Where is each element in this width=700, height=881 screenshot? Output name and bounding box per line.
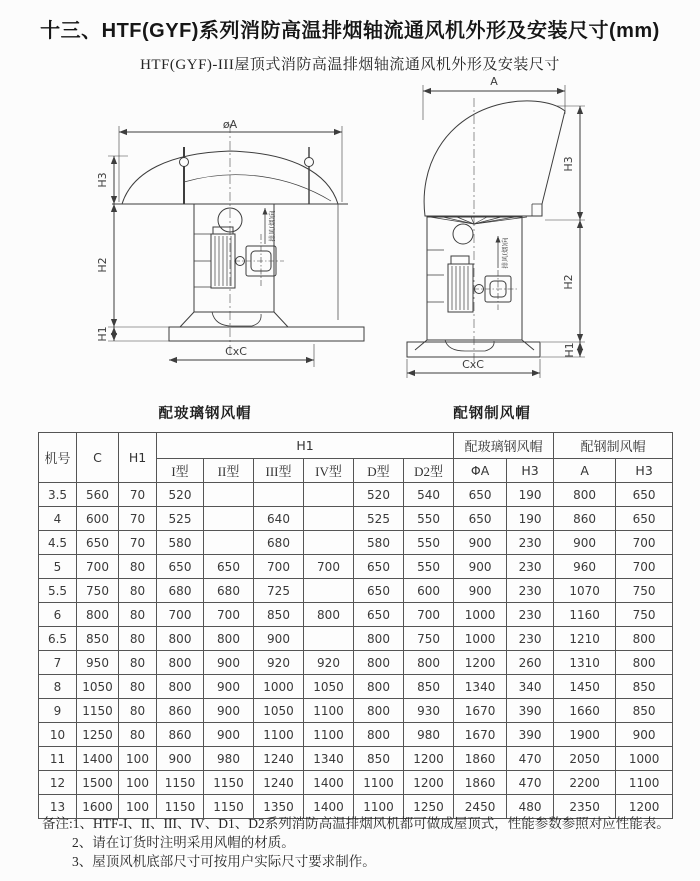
table-cell: 650 xyxy=(616,507,673,531)
table-cell: 2050 xyxy=(554,747,616,771)
table-cell: 390 xyxy=(507,699,554,723)
table-cell: 800 xyxy=(354,699,404,723)
dim-label-cxc: CxC xyxy=(462,358,484,371)
table-row xyxy=(39,747,673,771)
table-cell: 1160 xyxy=(554,603,616,627)
table-cell: 900 xyxy=(204,699,254,723)
table-cell: 10 xyxy=(39,723,77,747)
dim-label-h2: H2 xyxy=(96,257,109,273)
table-cell: 560 xyxy=(77,483,119,507)
table-cell: 900 xyxy=(157,747,204,771)
table-cell: 230 xyxy=(507,627,554,651)
dim-label-phiA: øA xyxy=(222,118,238,131)
column-header: H1 xyxy=(119,433,157,483)
table-cell: 750 xyxy=(77,579,119,603)
table-cell: 190 xyxy=(507,483,554,507)
table-cell: 525 xyxy=(354,507,404,531)
dim-label-h3: H3 xyxy=(96,172,109,188)
table-cell: 600 xyxy=(404,579,454,603)
table-cell: 950 xyxy=(77,651,119,675)
table-cell: 470 xyxy=(507,747,554,771)
table-cell: 12 xyxy=(39,771,77,795)
table-cell: 13 xyxy=(39,795,77,819)
table-cell: 700 xyxy=(77,555,119,579)
table-cell: 4 xyxy=(39,507,77,531)
table-cell: 230 xyxy=(507,579,554,603)
table-cell: 100 xyxy=(119,771,157,795)
table-cell: 1100 xyxy=(354,771,404,795)
table-cell: 1200 xyxy=(454,651,507,675)
table-cell: 1340 xyxy=(454,675,507,699)
table-cell: 1400 xyxy=(304,771,354,795)
steel-hood-fan-drawing xyxy=(385,70,685,388)
column-header: III型 xyxy=(254,459,304,483)
table-cell: 800 xyxy=(204,627,254,651)
table-cell: 1100 xyxy=(254,723,304,747)
table-cell: 1670 xyxy=(454,699,507,723)
table-cell: 80 xyxy=(119,603,157,627)
table-cell: 850 xyxy=(354,747,404,771)
table-cell: 960 xyxy=(554,555,616,579)
table-cell: 6 xyxy=(39,603,77,627)
table-cell: 930 xyxy=(404,699,454,723)
table-cell: 900 xyxy=(204,651,254,675)
table-cell: 1150 xyxy=(157,795,204,819)
table-cell: 1200 xyxy=(616,795,673,819)
table-cell: 1340 xyxy=(304,747,354,771)
column-header: 配钢制风帽 xyxy=(554,433,673,459)
remark-line-2: 2、请在订货时注明采用风帽的材质。 xyxy=(72,835,295,850)
dim-label-cxc: CxC xyxy=(225,345,247,358)
table-cell: 700 xyxy=(254,555,304,579)
table-cell: 800 xyxy=(77,603,119,627)
table-cell: 1310 xyxy=(554,651,616,675)
column-header: IV型 xyxy=(304,459,354,483)
dim-label-h3: H3 xyxy=(562,156,575,172)
table-cell: 1150 xyxy=(204,795,254,819)
column-header: 机号 xyxy=(39,433,77,483)
dim-label-h1: H1 xyxy=(563,342,576,358)
table-row xyxy=(39,771,673,795)
table-cell: 680 xyxy=(204,579,254,603)
remarks xyxy=(42,814,682,871)
table-cell: 1050 xyxy=(304,675,354,699)
table-cell: 900 xyxy=(454,579,507,603)
table-cell: 800 xyxy=(616,651,673,675)
table-cell: 230 xyxy=(507,555,554,579)
table-cell: 525 xyxy=(157,507,204,531)
table-cell: 580 xyxy=(354,531,404,555)
column-header: II型 xyxy=(204,459,254,483)
column-header: D2型 xyxy=(404,459,454,483)
table-cell: 700 xyxy=(157,603,204,627)
table-cell: 540 xyxy=(404,483,454,507)
table-cell: 1250 xyxy=(404,795,454,819)
table-cell: 1210 xyxy=(554,627,616,651)
table-cell: 900 xyxy=(454,531,507,555)
table-cell: 230 xyxy=(507,531,554,555)
table-cell: 100 xyxy=(119,795,157,819)
table-cell: 6.5 xyxy=(39,627,77,651)
table-cell: 800 xyxy=(157,651,204,675)
table-cell: 920 xyxy=(304,651,354,675)
table-row xyxy=(39,579,673,603)
table-cell: 800 xyxy=(404,651,454,675)
dimensions-table xyxy=(38,432,673,819)
table-cell: 520 xyxy=(354,483,404,507)
table-cell: 5.5 xyxy=(39,579,77,603)
table-row xyxy=(39,483,673,507)
table-cell: 260 xyxy=(507,651,554,675)
table-row xyxy=(39,627,673,651)
table-cell: 600 xyxy=(77,507,119,531)
page-subtitle: HTF(GYF)-III屋顶式消防高温排烟轴流通风机外形及安装尺寸 xyxy=(140,57,560,73)
table-cell: 650 xyxy=(454,507,507,531)
table-cell: 520 xyxy=(157,483,204,507)
table-cell: 750 xyxy=(616,579,673,603)
column-header: D型 xyxy=(354,459,404,483)
table-row xyxy=(39,603,673,627)
table-cell: 1000 xyxy=(254,675,304,699)
table-cell: 100 xyxy=(119,747,157,771)
table-cell xyxy=(304,579,354,603)
dim-label-A: A xyxy=(490,75,498,88)
table-row xyxy=(39,531,673,555)
table-cell: 1000 xyxy=(616,747,673,771)
table-cell: 850 xyxy=(404,675,454,699)
table-cell: 1660 xyxy=(554,699,616,723)
table-cell: 850 xyxy=(616,675,673,699)
table-cell: 1860 xyxy=(454,771,507,795)
steel-hood-caption: 配钢制风帽 xyxy=(453,406,531,422)
table-cell: 700 xyxy=(404,603,454,627)
table-cell: 8 xyxy=(39,675,77,699)
table-cell: 1200 xyxy=(404,747,454,771)
table-cell: 11 xyxy=(39,747,77,771)
table-row xyxy=(39,651,673,675)
remark-line-3: 3、屋顶风机底部尺寸可按用户实际尺寸要求制作。 xyxy=(72,854,376,869)
table-cell: 860 xyxy=(157,699,204,723)
column-header: C xyxy=(77,433,119,483)
table-cell: 550 xyxy=(404,555,454,579)
table-cell: 650 xyxy=(77,531,119,555)
table-cell: 1150 xyxy=(204,771,254,795)
table-cell xyxy=(204,531,254,555)
table-cell: 470 xyxy=(507,771,554,795)
table-cell: 1050 xyxy=(254,699,304,723)
table-cell: 1100 xyxy=(304,699,354,723)
table-cell: 900 xyxy=(204,723,254,747)
table-cell: 2450 xyxy=(454,795,507,819)
table-cell: 1450 xyxy=(554,675,616,699)
table-cell: 1100 xyxy=(354,795,404,819)
table-cell: 1240 xyxy=(254,771,304,795)
table-cell xyxy=(254,483,304,507)
table-cell: 2350 xyxy=(554,795,616,819)
table-cell: 900 xyxy=(254,627,304,651)
table-cell: 650 xyxy=(204,555,254,579)
table-cell: 3.5 xyxy=(39,483,77,507)
table-cell: 650 xyxy=(354,579,404,603)
table-cell: 800 xyxy=(304,603,354,627)
table-cell: 850 xyxy=(616,699,673,723)
table-cell: 80 xyxy=(119,627,157,651)
table-cell: 850 xyxy=(254,603,304,627)
table-cell xyxy=(304,627,354,651)
table-cell: 650 xyxy=(354,603,404,627)
table-cell: 230 xyxy=(507,603,554,627)
dim-label-h1: H1 xyxy=(96,326,109,342)
table-cell: 70 xyxy=(119,483,157,507)
table-cell: 340 xyxy=(507,675,554,699)
table-cell: 750 xyxy=(616,603,673,627)
table-row xyxy=(39,699,673,723)
table-cell: 800 xyxy=(616,627,673,651)
table-cell: 725 xyxy=(254,579,304,603)
table-cell: 480 xyxy=(507,795,554,819)
table-cell: 650 xyxy=(454,483,507,507)
table-cell: 80 xyxy=(119,555,157,579)
table-cell: 640 xyxy=(254,507,304,531)
column-header: 配玻璃钢风帽 xyxy=(454,433,554,459)
table-cell: 80 xyxy=(119,723,157,747)
table-cell: 650 xyxy=(354,555,404,579)
table-cell xyxy=(304,507,354,531)
table-cell: 680 xyxy=(157,579,204,603)
fiberglass-hood-fan-drawing xyxy=(84,84,376,384)
table-cell: 70 xyxy=(119,507,157,531)
table-cell: 1670 xyxy=(454,723,507,747)
table-cell: 7 xyxy=(39,651,77,675)
table-cell: 1150 xyxy=(77,699,119,723)
table-cell: 800 xyxy=(554,483,616,507)
table-cell: 1070 xyxy=(554,579,616,603)
table-cell: 390 xyxy=(507,723,554,747)
table-cell: 700 xyxy=(616,531,673,555)
table-cell: 800 xyxy=(354,651,404,675)
table-cell: 550 xyxy=(404,507,454,531)
table-cell: 800 xyxy=(354,723,404,747)
table-cell: 750 xyxy=(404,627,454,651)
column-header: I型 xyxy=(157,459,204,483)
table-cell: 860 xyxy=(554,507,616,531)
table-cell: 1050 xyxy=(77,675,119,699)
column-header: A xyxy=(554,459,616,483)
table-cell: 1200 xyxy=(404,771,454,795)
table-cell: 9 xyxy=(39,699,77,723)
table-row xyxy=(39,555,673,579)
table-cell: 800 xyxy=(354,675,404,699)
table-cell: 1240 xyxy=(254,747,304,771)
table-cell: 800 xyxy=(354,627,404,651)
column-header: H3 xyxy=(507,459,554,483)
table-cell: 700 xyxy=(304,555,354,579)
table-cell: 190 xyxy=(507,507,554,531)
column-header: ΦA xyxy=(454,459,507,483)
table-cell: 550 xyxy=(404,531,454,555)
table-cell: 650 xyxy=(157,555,204,579)
page-title: 十三、HTF(GYF)系列消防高温排烟轴流通风机外形及安装尺寸(mm) xyxy=(40,20,660,42)
table-row xyxy=(39,723,673,747)
table-cell: 1400 xyxy=(304,795,354,819)
table-cell: 920 xyxy=(254,651,304,675)
table-cell: 80 xyxy=(119,699,157,723)
fiberglass-hood-caption: 配玻璃钢风帽 xyxy=(158,406,252,422)
table-cell: 1250 xyxy=(77,723,119,747)
dim-label-h2: H2 xyxy=(562,274,575,290)
table-cell: 1500 xyxy=(77,771,119,795)
table-cell: 900 xyxy=(204,675,254,699)
table-cell: 1350 xyxy=(254,795,304,819)
table-cell: 980 xyxy=(404,723,454,747)
table-cell: 1150 xyxy=(157,771,204,795)
table-cell: 80 xyxy=(119,675,157,699)
exhaust-direction-label: 排风(烟)向 xyxy=(268,210,276,242)
table-cell: 900 xyxy=(554,531,616,555)
table-cell xyxy=(304,483,354,507)
table-cell: 680 xyxy=(254,531,304,555)
table-cell: 4.5 xyxy=(39,531,77,555)
table-cell: 2200 xyxy=(554,771,616,795)
table-cell: 1100 xyxy=(304,723,354,747)
table-row xyxy=(39,507,673,531)
table-cell: 1000 xyxy=(454,627,507,651)
table-cell: 580 xyxy=(157,531,204,555)
table-cell: 650 xyxy=(616,483,673,507)
table-cell: 900 xyxy=(454,555,507,579)
table-cell: 1900 xyxy=(554,723,616,747)
table-cell xyxy=(304,531,354,555)
table-cell: 800 xyxy=(157,675,204,699)
table-cell: 80 xyxy=(119,579,157,603)
table-cell: 860 xyxy=(157,723,204,747)
table-cell: 700 xyxy=(204,603,254,627)
table-cell: 5 xyxy=(39,555,77,579)
table-cell xyxy=(204,507,254,531)
table-row xyxy=(39,675,673,699)
table-cell: 70 xyxy=(119,531,157,555)
table-cell: 700 xyxy=(616,555,673,579)
table-cell: 80 xyxy=(119,651,157,675)
table-cell: 1600 xyxy=(77,795,119,819)
table-cell: 980 xyxy=(204,747,254,771)
table-cell: 1860 xyxy=(454,747,507,771)
table-cell: 850 xyxy=(77,627,119,651)
table-cell: 1100 xyxy=(616,771,673,795)
table-header xyxy=(39,433,673,483)
table-cell xyxy=(204,483,254,507)
table-body xyxy=(39,483,673,819)
exhaust-direction-label: 排风(烟)向 xyxy=(501,237,509,269)
table-cell: 1000 xyxy=(454,603,507,627)
remark-line-1: 备注:1、HTF-I、II、III、IV、D1、D2系列消防高温排烟风机都可做成屋顶式，性能参数参照对应性能表。 xyxy=(42,816,670,831)
column-header: H1 xyxy=(157,433,454,459)
table-cell: 900 xyxy=(616,723,673,747)
table-cell: 800 xyxy=(157,627,204,651)
column-header: H3 xyxy=(616,459,673,483)
table-cell: 1400 xyxy=(77,747,119,771)
